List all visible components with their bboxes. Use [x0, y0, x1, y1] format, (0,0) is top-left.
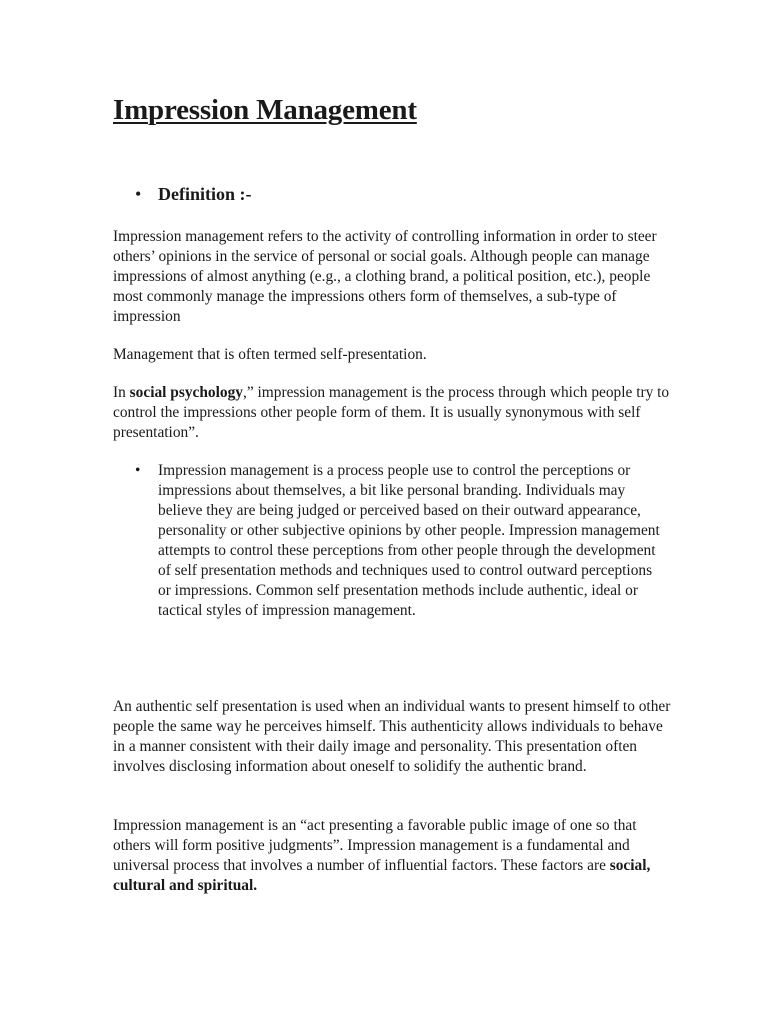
paragraph-social-psychology	[113, 383, 673, 443]
paragraph-authentic-presentation: An authentic self presentation is used when an individual wants to present himself to other people the same way he perceives himself. This authenticity allows individuals to behave in a manner consistent with their daily image and personality. This presentation often involves disclosing information about oneself to solidify the authentic brand.	[113, 698, 671, 775]
bullet-text: Impression management is a process people use to control the perceptions or impressions about themselves, a bit like personal branding. Individuals may believe they are being judged or perceived based on their outward appearance, personality or other subjective opinions by other people. Impression management attempts to control these perceptions from other people through the development of self presentation methods and techniques used to control outward perceptions or impressions. Common self presentation methods include authentic, ideal or tactical styles of impression management.	[158, 462, 660, 619]
social-psychology-term: social psychology	[129, 384, 243, 401]
definition-label: Definition :-	[158, 184, 252, 204]
factors-term: social, cultural and spiritual.	[113, 857, 651, 894]
para3-prefix: In	[113, 384, 130, 401]
paragraph-self-presentation: Management that is often termed self-presentation.	[113, 346, 427, 363]
paragraph-favorable-image	[113, 816, 673, 896]
para6-prefix: Impression management is an “act presenting a favorable public image of one so that others will form positive judgments”. Impression management is a fundamental and universal process that involves a number of influential factors. These factors are	[113, 817, 637, 874]
paragraph-definition: Impression management refers to the activity of controlling information in order to steer others’ opinions in the service of personal or social goals. Although people can manage impressions of almost anything (e.g., a clothing brand, a political position, etc.), people most commonly manage the impressions others form of themselves, a sub-type of impression	[113, 228, 657, 325]
bullet-marker: •	[135, 462, 141, 479]
document-title: Impression Management	[113, 94, 417, 126]
para3-rest: ,” impression management is the process through which people try to control the impressions other people form of them. It is usually synonymous with self presentation”.	[113, 384, 670, 441]
definition-heading	[135, 184, 252, 205]
bullet-marker: •	[135, 184, 142, 204]
